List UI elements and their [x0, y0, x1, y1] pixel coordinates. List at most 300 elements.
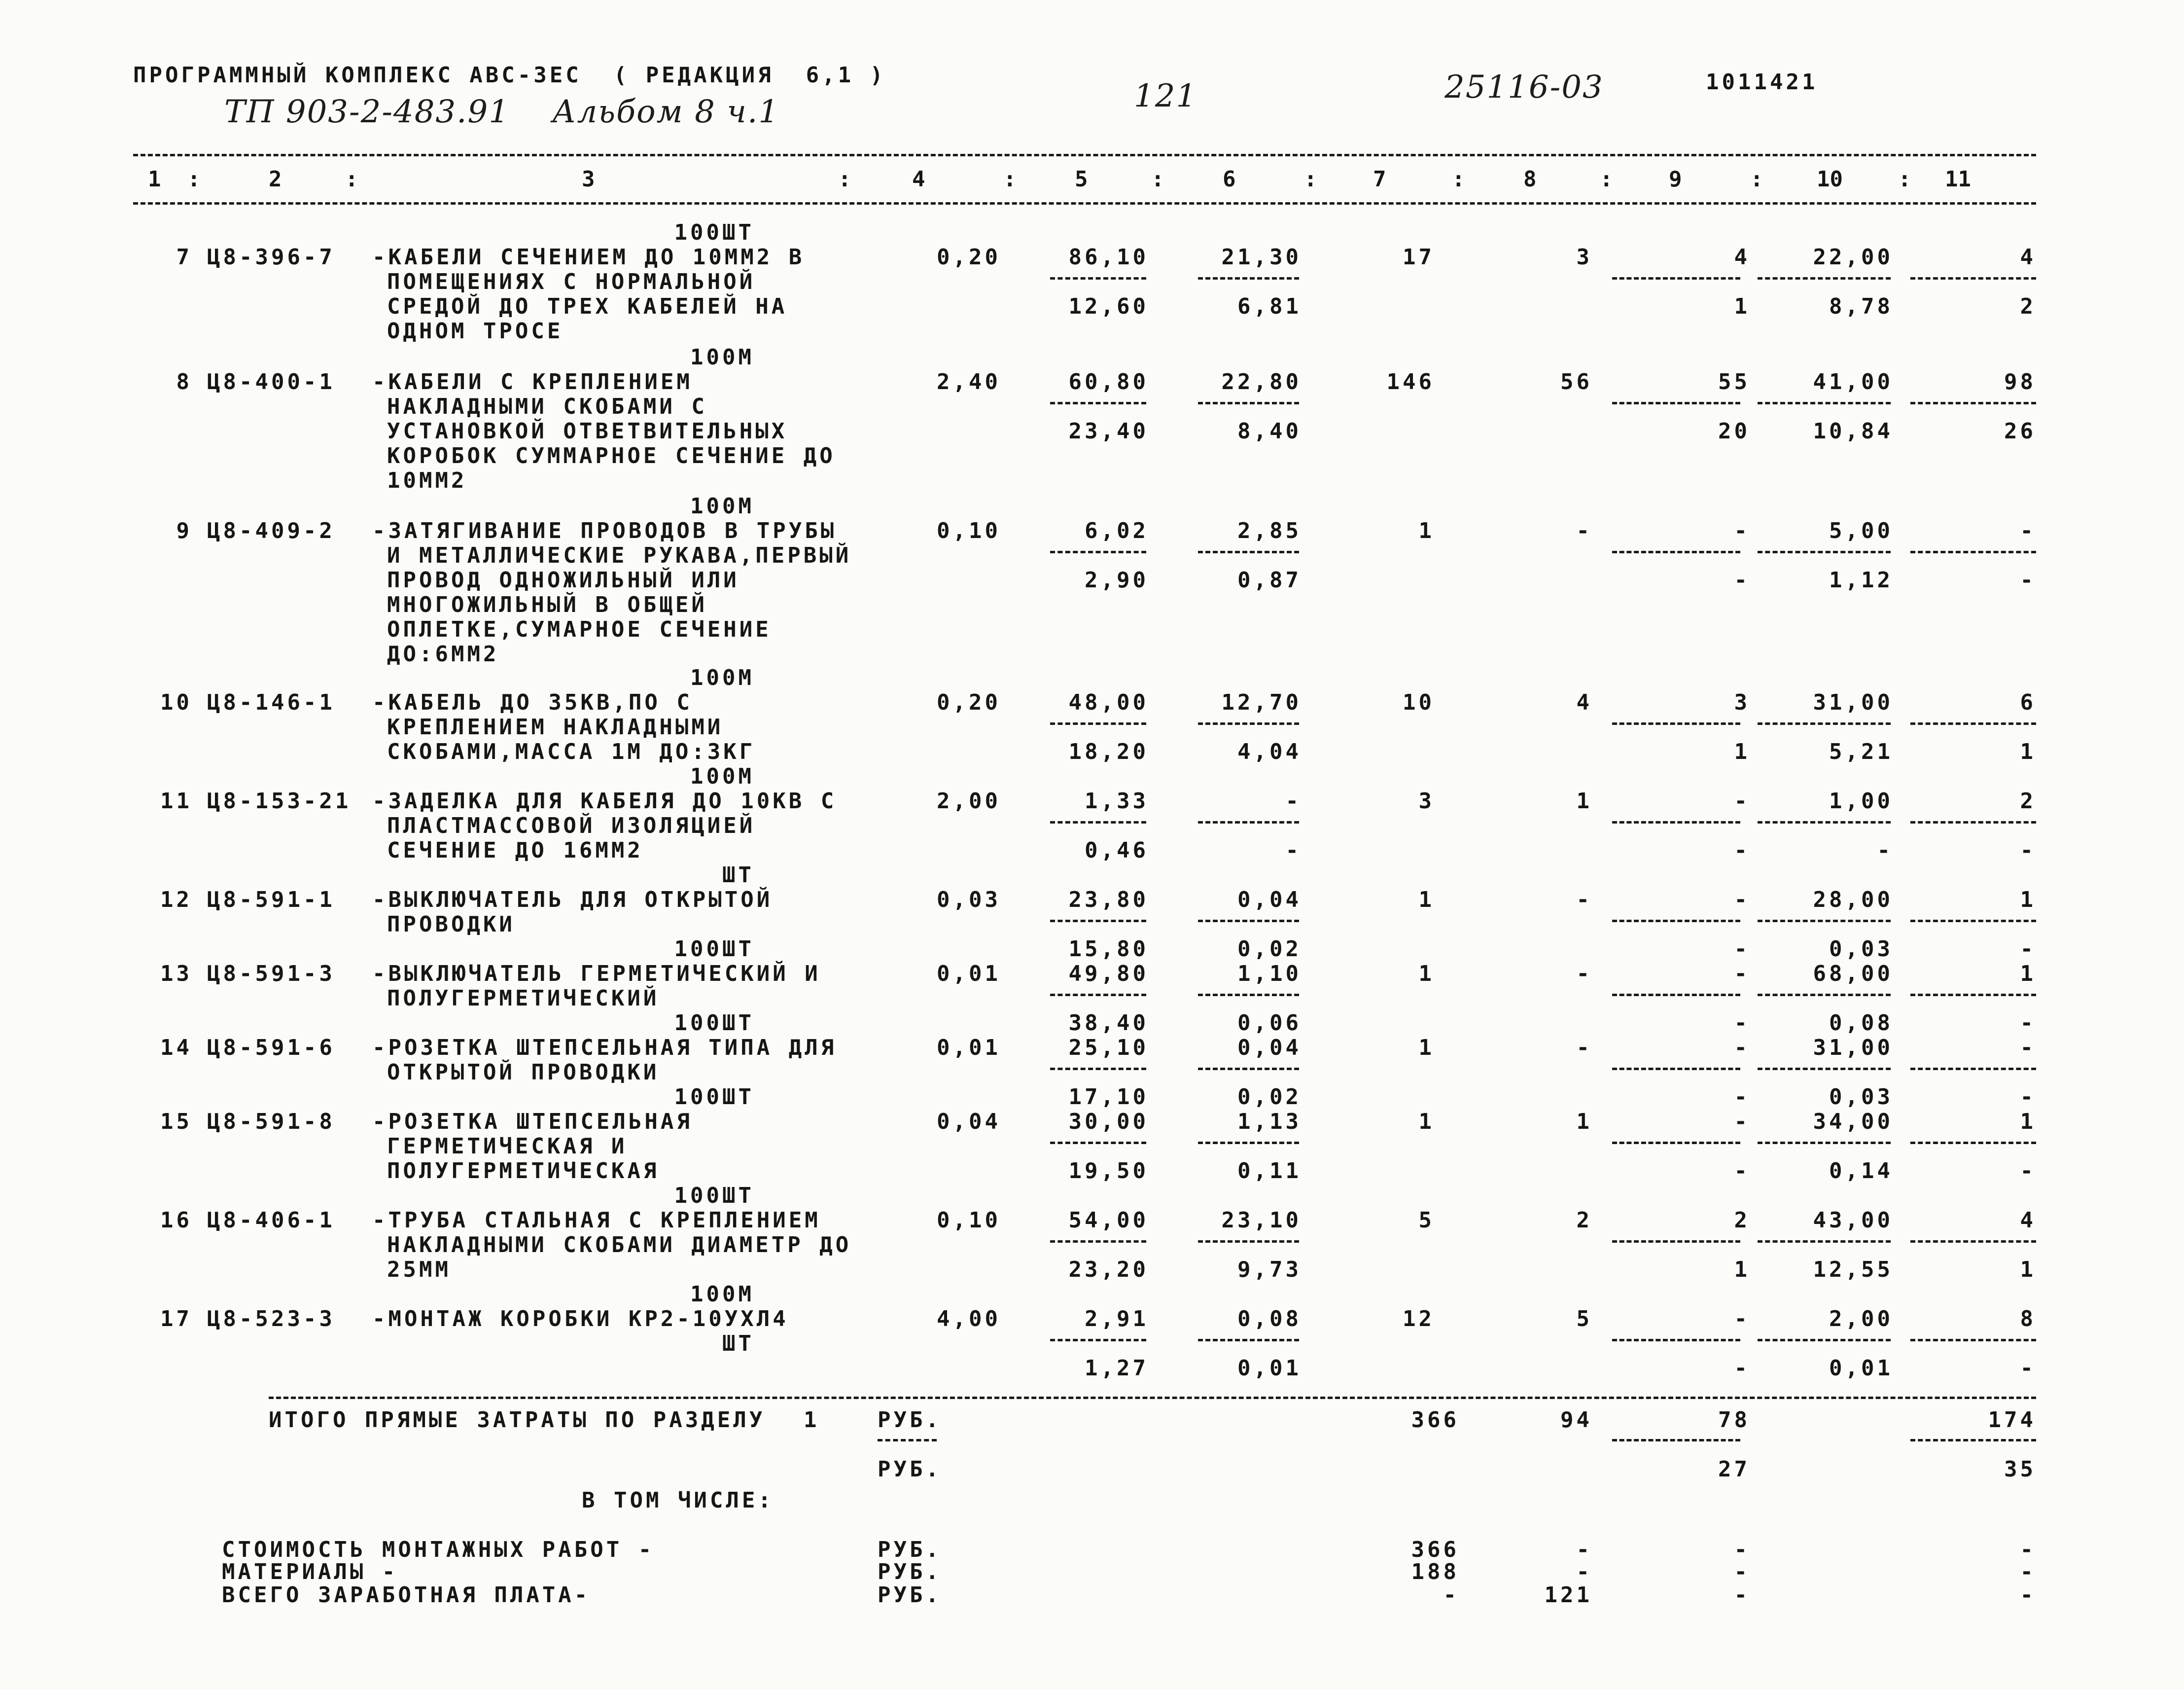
cost-rule	[1612, 402, 1740, 404]
row-number: 11	[160, 789, 192, 814]
work-description: УСТАНОВКОЙ ОТВЕТВИТЕЛЬНЫХ	[387, 419, 788, 444]
labor-total-wage: 1	[2020, 1257, 2036, 1282]
labor-rate: 41,00	[1813, 369, 1893, 395]
cost-rule	[1050, 1339, 1146, 1341]
row-number: 8	[176, 369, 192, 395]
norm-code: Ц8-396-7	[207, 245, 335, 270]
work-description: ГЕРМЕТИЧЕСКАЯ И	[387, 1134, 628, 1159]
total-cost: 3	[1418, 789, 1435, 814]
column-separator: :	[1898, 167, 1911, 192]
program-line: ПРОГРАММНЫЙ КОМПЛЕКС АВС-3ЕС ( РЕДАКЦИЯ 6,1 )	[133, 63, 886, 88]
quantity: 0,20	[937, 245, 1001, 270]
unit-machine-wage: 6,81	[1237, 294, 1302, 319]
unit-label: ШТ	[722, 862, 754, 888]
labor-total-wage: -	[2020, 1010, 2036, 1036]
labor-total-wage: -	[2020, 936, 2036, 962]
totals-label: ИТОГО ПРЯМЫЕ ЗАТРАТЫ ПО РАЗДЕЛУ	[269, 1407, 766, 1433]
unit-machine-cost: 23,10	[1221, 1208, 1302, 1233]
totals-c11-top: 174	[1988, 1407, 2036, 1433]
cost-rule	[1198, 994, 1299, 996]
c9-wage: -	[1734, 1010, 1750, 1036]
column-number: 10	[1817, 167, 1843, 192]
unit-cost: 25,10	[1068, 1035, 1149, 1060]
cost-rule	[1758, 402, 1891, 404]
c9-wage: -	[1734, 1084, 1750, 1110]
breakdown-c9: -	[1734, 1559, 1750, 1584]
cost-rule	[1612, 994, 1740, 996]
unit-machine-cost: 12,70	[1221, 690, 1302, 715]
including-label: В ТОМ ЧИСЛЕ:	[582, 1488, 774, 1513]
labor-total: -	[2020, 1035, 2036, 1060]
labor-total-wage: -	[2020, 1356, 2036, 1381]
unit-machine-cost: 21,30	[1221, 245, 1302, 270]
unit-wage: 2,90	[1085, 568, 1149, 593]
header-bottom-rule	[133, 202, 2036, 205]
cost-rule	[1050, 1142, 1146, 1144]
quantity: 0,03	[937, 887, 1001, 912]
breakdown-c7: 366	[1411, 1537, 1459, 1562]
row-number: 14	[160, 1035, 192, 1060]
labor-rate: 22,00	[1813, 245, 1893, 270]
labor-total: 8	[2020, 1306, 2036, 1331]
cost-rule	[1050, 277, 1146, 280]
work-description: СЕЧЕНИЕ ДО 16ММ2	[387, 838, 643, 863]
cost-rule	[1198, 402, 1299, 404]
c9-wage: 1	[1734, 739, 1750, 764]
column-separator: :	[1151, 167, 1164, 192]
unit-machine-wage: 0,02	[1237, 1084, 1302, 1110]
work-description: -ЗАДЕЛКА ДЛЯ КАБЕЛЯ ДО 10КВ С	[372, 789, 837, 814]
unit-label: 100ШТ	[674, 936, 754, 962]
work-description: И МЕТАЛЛИЧЕСКИЕ РУКАВА,ПЕРВЫЙ	[387, 543, 852, 568]
labor-rate: 28,00	[1813, 887, 1893, 912]
labor-rate: 31,00	[1813, 690, 1893, 715]
breakdown-c11: -	[2020, 1582, 2036, 1608]
totals-c8: 94	[1560, 1407, 1592, 1433]
quantity: 2,00	[937, 789, 1001, 814]
work-description: СКОБАМИ,МАССА 1М ДО:3КГ	[387, 739, 756, 764]
unit-wage: 17,10	[1068, 1084, 1149, 1110]
cost-rule	[1758, 920, 1891, 922]
labor-rate: 1,00	[1829, 789, 1893, 814]
unit-label: 100М	[690, 665, 754, 690]
cost-rule	[1758, 277, 1891, 280]
labor-rate-wage: 0,03	[1829, 936, 1893, 962]
work-description: МНОГОЖИЛЬНЫЙ В ОБЩЕЙ	[387, 592, 707, 617]
unit-wage: 38,40	[1068, 1010, 1149, 1036]
cost-rule	[1910, 1339, 2036, 1341]
norm-code: Ц8-591-1	[207, 887, 335, 912]
totals-c11-rule	[1910, 1439, 2036, 1441]
cost-rule	[1910, 821, 2036, 824]
cost-rule	[1198, 277, 1299, 280]
unit-label: 100ШТ	[674, 1010, 754, 1036]
unit-machine-cost: 0,04	[1237, 887, 1302, 912]
cost-rule	[1612, 277, 1740, 280]
unit-machine-cost: -	[1285, 789, 1302, 814]
labor-total-wage: 26	[2004, 419, 2036, 444]
unit-wage: 19,50	[1068, 1158, 1149, 1184]
column-separator: :	[838, 167, 851, 192]
norm-code: Ц8-406-1	[207, 1208, 335, 1233]
cost-rule	[1612, 1142, 1740, 1144]
cost-rule	[1612, 920, 1740, 922]
c9-wage: -	[1734, 1158, 1750, 1184]
totals-c9-bottom: 27	[1718, 1457, 1750, 1482]
totals-c11-bottom: 35	[2004, 1457, 2036, 1482]
unit-cost: 48,00	[1068, 690, 1149, 715]
unit-wage: 23,20	[1068, 1257, 1149, 1282]
column-number: 9	[1669, 167, 1682, 192]
cost-rule	[1198, 1339, 1299, 1341]
header-top-rule	[133, 154, 2036, 156]
cost-rule	[1612, 1068, 1740, 1070]
cost-rule	[1910, 994, 2036, 996]
cost-rule	[1758, 551, 1891, 553]
labor-rate-wage: 5,21	[1829, 739, 1893, 764]
unit-cost: 6,02	[1085, 518, 1149, 543]
work-description: -ВЫКЛЮЧАТЕЛЬ ГЕРМЕТИЧЕСКИЙ И	[372, 961, 821, 986]
column-separator: :	[1600, 167, 1613, 192]
work-description: КРЕПЛЕНИЕМ НАКЛАДНЫМИ	[387, 715, 724, 740]
cost-rule	[1050, 821, 1146, 824]
labor-total-wage: -	[2020, 568, 2036, 593]
unit-cost: 1,33	[1085, 789, 1149, 814]
cost-rule	[1198, 821, 1299, 824]
work-description: СРЕДОЙ ДО ТРЕХ КАБЕЛЕЙ НА	[387, 294, 788, 319]
unit-machine-cost: 0,08	[1237, 1306, 1302, 1331]
cost-rule	[1758, 821, 1891, 824]
work-description: КОРОБОК СУММАРНОЕ СЕЧЕНИЕ ДО	[387, 443, 836, 468]
quantity: 4,00	[937, 1306, 1001, 1331]
cost-rule	[1910, 1068, 2036, 1070]
breakdown-c11: -	[2020, 1537, 2036, 1562]
work-description: -КАБЕЛЬ ДО 35КВ,ПО С	[372, 690, 693, 715]
unit-machine-wage: 8,40	[1237, 419, 1302, 444]
c9-value: -	[1734, 1035, 1750, 1060]
unit-machine-cost: 1,13	[1237, 1109, 1302, 1134]
work-description: ОТКРЫТОЙ ПРОВОДКИ	[387, 1060, 660, 1085]
c9-value: 2	[1734, 1208, 1750, 1233]
norm-code: Ц8-523-3	[207, 1306, 335, 1331]
totals-section: 1	[804, 1407, 820, 1433]
cost-rule	[1758, 1068, 1891, 1070]
doc-number: 1011421	[1706, 70, 1818, 95]
c9-value: 55	[1718, 369, 1750, 395]
norm-code: Ц8-409-2	[207, 518, 335, 543]
cost-rule	[1198, 920, 1299, 922]
work-description: 10ММ2	[387, 468, 467, 493]
labor-rate: 68,00	[1813, 961, 1893, 986]
work-description: -ТРУБА СТАЛЬНАЯ С КРЕПЛЕНИЕМ	[372, 1208, 821, 1233]
c9-wage: 1	[1734, 1257, 1750, 1282]
total-cost: 1	[1418, 1035, 1435, 1060]
c9-value: -	[1734, 887, 1750, 912]
labor-rate-wage: 0,01	[1829, 1356, 1893, 1381]
work-description: ПЛАСТМАССОВОЙ ИЗОЛЯЦИЕЙ	[387, 813, 756, 838]
labor-total: 1	[2020, 1109, 2036, 1134]
column-number: 1	[148, 167, 161, 192]
work-description: ПРОВОД ОДНОЖИЛЬНЫЙ ИЛИ	[387, 568, 740, 593]
unit-machine-cost: 1,10	[1237, 961, 1302, 986]
total-cost: 12	[1403, 1306, 1435, 1331]
cost-rule	[1758, 994, 1891, 996]
cost-rule	[1910, 402, 2036, 404]
cost-rule	[1612, 551, 1740, 553]
labor-total: 1	[2020, 887, 2036, 912]
unit-wage: 1,27	[1085, 1356, 1149, 1381]
breakdown-label: МАТЕРИАЛЫ -	[222, 1559, 398, 1584]
column-number: 3	[582, 167, 595, 192]
norm-code: Ц8-591-3	[207, 961, 335, 986]
total-machine-cost: 56	[1560, 369, 1592, 395]
cost-rule	[1050, 722, 1146, 725]
labor-total-wage: 2	[2020, 294, 2036, 319]
total-machine-cost: 3	[1576, 245, 1592, 270]
totals-currency: РУБ.	[878, 1407, 942, 1433]
row-number: 9	[176, 518, 192, 543]
work-description: ПОЛУГЕРМЕТИЧЕСКИЙ	[387, 986, 660, 1011]
c9-wage: -	[1734, 568, 1750, 593]
column-number: 11	[1945, 167, 1971, 192]
unit-machine-cost: 2,85	[1237, 518, 1302, 543]
c9-value: -	[1734, 961, 1750, 986]
unit-label: 100ШТ	[674, 1183, 754, 1208]
labor-total: 98	[2004, 369, 2036, 395]
c9-value: -	[1734, 1109, 1750, 1134]
cost-rule	[1612, 821, 1740, 824]
unit-wage: 12,60	[1068, 294, 1149, 319]
c9-value: -	[1734, 518, 1750, 543]
total-machine-cost: -	[1576, 887, 1592, 912]
c9-wage: 1	[1734, 294, 1750, 319]
quantity: 0,20	[937, 690, 1001, 715]
cost-rule	[1910, 277, 2036, 280]
total-machine-cost: -	[1576, 1035, 1592, 1060]
cost-rule	[1050, 402, 1146, 404]
row-number: 12	[160, 887, 192, 912]
total-cost: 1	[1418, 518, 1435, 543]
labor-total: 1	[2020, 961, 2036, 986]
breakdown-c7: -	[1443, 1582, 1459, 1608]
labor-total-wage: -	[2020, 838, 2036, 863]
cost-rule	[1758, 722, 1891, 725]
total-machine-cost: 2	[1576, 1208, 1592, 1233]
c9-value: 4	[1734, 245, 1750, 270]
unit-label: 100М	[690, 1282, 754, 1307]
column-number: 6	[1223, 167, 1236, 192]
unit-label: 100М	[690, 764, 754, 789]
total-machine-cost: 5	[1576, 1306, 1592, 1331]
column-separator: :	[1304, 167, 1317, 192]
c9-value: -	[1734, 1306, 1750, 1331]
labor-total: 4	[2020, 1208, 2036, 1233]
labor-total-wage: -	[2020, 1158, 2036, 1184]
unit-cost: 23,80	[1068, 887, 1149, 912]
cost-rule	[1050, 920, 1146, 922]
labor-rate: 2,00	[1829, 1306, 1893, 1331]
row-number: 17	[160, 1306, 192, 1331]
total-cost: 5	[1418, 1208, 1435, 1233]
cost-rule	[1198, 551, 1299, 553]
unit-machine-wage: 0,01	[1237, 1356, 1302, 1381]
unit-machine-wage: 0,87	[1237, 568, 1302, 593]
unit-cost: 60,80	[1068, 369, 1149, 395]
breakdown-c8: -	[1576, 1537, 1592, 1562]
totals-currency-2: РУБ.	[878, 1457, 942, 1482]
work-description: -КАБЕЛИ С КРЕПЛЕНИЕМ	[372, 369, 693, 395]
cost-rule	[1198, 722, 1299, 725]
cost-rule	[1050, 551, 1146, 553]
column-separator: :	[187, 167, 201, 192]
labor-rate-wage: -	[1877, 838, 1893, 863]
norm-code: Ц8-591-6	[207, 1035, 335, 1060]
c9-value: -	[1734, 789, 1750, 814]
unit-cost: 54,00	[1068, 1208, 1149, 1233]
labor-total: 2	[2020, 789, 2036, 814]
cost-rule	[1758, 1339, 1891, 1341]
breakdown-label: ВСЕГО ЗАРАБОТНАЯ ПЛАТА-	[222, 1582, 591, 1608]
c9-wage: 20	[1718, 419, 1750, 444]
unit-wage: 23,40	[1068, 419, 1149, 444]
labor-rate: 31,00	[1813, 1035, 1893, 1060]
c9-wage: -	[1734, 936, 1750, 962]
quantity: 0,04	[937, 1109, 1001, 1134]
labor-rate-wage: 12,55	[1813, 1257, 1893, 1282]
breakdown-c8: 121	[1544, 1582, 1592, 1608]
labor-rate-wage: 0,03	[1829, 1084, 1893, 1110]
breakdown-c8: -	[1576, 1559, 1592, 1584]
breakdown-c9: -	[1734, 1582, 1750, 1608]
c9-wage: -	[1734, 1356, 1750, 1381]
labor-total-wage: 1	[2020, 739, 2036, 764]
labor-rate-wage: 0,14	[1829, 1158, 1893, 1184]
labor-rate-wage: 10,84	[1813, 419, 1893, 444]
project-code: ТП 903-2-483.91	[224, 94, 510, 130]
totals-c9-rule	[1612, 1439, 1740, 1441]
norm-code: Ц8-400-1	[207, 369, 335, 395]
labor-rate: 43,00	[1813, 1208, 1893, 1233]
cost-rule	[1198, 1068, 1299, 1070]
work-description: -РОЗЕТКА ШТЕПСЕЛЬНАЯ ТИПА ДЛЯ	[372, 1035, 837, 1060]
c9-value: 3	[1734, 690, 1750, 715]
labor-rate-wage: 0,08	[1829, 1010, 1893, 1036]
work-description: ПОЛУГЕРМЕТИЧЕСКАЯ	[387, 1158, 660, 1184]
total-machine-cost: 1	[1576, 1109, 1592, 1134]
unit-cost: 49,80	[1068, 961, 1149, 986]
breakdown-c9: -	[1734, 1537, 1750, 1562]
total-machine-cost: 4	[1576, 690, 1592, 715]
quantity: 0,10	[937, 518, 1001, 543]
cost-rule	[1050, 1240, 1146, 1243]
total-cost: 1	[1418, 1109, 1435, 1134]
labor-total: -	[2020, 518, 2036, 543]
unit-cost: 86,10	[1068, 245, 1149, 270]
work-description: 25ММ	[387, 1257, 451, 1282]
unit-cost: 30,00	[1068, 1109, 1149, 1134]
cost-rule	[1198, 1142, 1299, 1144]
labor-rate-wage: 8,78	[1829, 294, 1893, 319]
unit-label: 100М	[690, 345, 754, 370]
unit-label: 100ШТ	[674, 1084, 754, 1110]
breakdown-currency: РУБ.	[878, 1559, 942, 1584]
cost-rule	[1198, 1240, 1299, 1243]
labor-rate: 34,00	[1813, 1109, 1893, 1134]
c9-wage: -	[1734, 838, 1750, 863]
total-cost: 1	[1418, 961, 1435, 986]
labor-total: 4	[2020, 245, 2036, 270]
work-description: -МОНТАЖ КОРОБКИ КР2-10УХЛ4	[372, 1306, 789, 1331]
totals-rule	[269, 1397, 2036, 1399]
totals-c7: 366	[1411, 1407, 1459, 1433]
work-description: ОДНОМ ТРОСЕ	[387, 319, 564, 344]
column-separator: :	[1452, 167, 1465, 192]
breakdown-c7: 188	[1411, 1559, 1459, 1584]
column-number: 5	[1075, 167, 1088, 192]
row-number: 16	[160, 1208, 192, 1233]
work-description: НАКЛАДНЫМИ СКОБАМИ С	[387, 394, 707, 419]
unit-machine-wage: 9,73	[1237, 1257, 1302, 1282]
breakdown-currency: РУБ.	[878, 1582, 942, 1608]
cost-rule	[1758, 1142, 1891, 1144]
column-separator: :	[345, 167, 358, 192]
unit-label: 100М	[690, 494, 754, 519]
labor-total-wage: -	[2020, 1084, 2036, 1110]
cost-rule	[1910, 1142, 2036, 1144]
unit-label: 100ШТ	[674, 220, 754, 245]
unit-machine-cost: 22,80	[1221, 369, 1302, 395]
unit-machine-wage: 0,11	[1237, 1158, 1302, 1184]
doc-code: 25116-03	[1444, 69, 1604, 106]
unit-wage: 0,46	[1085, 838, 1149, 863]
row-number: 13	[160, 961, 192, 986]
work-description: ПРОВОДКИ	[387, 912, 515, 937]
unit-machine-cost: 0,04	[1237, 1035, 1302, 1060]
cost-rule	[1910, 722, 2036, 725]
work-description: НАКЛАДНЫМИ СКОБАМИ ДИАМЕТР ДО	[387, 1232, 852, 1258]
work-description: -РОЗЕТКА ШТЕПСЕЛЬНАЯ	[372, 1109, 693, 1134]
row-number: 7	[176, 245, 192, 270]
labor-rate-wage: 1,12	[1829, 568, 1893, 593]
column-separator: :	[1750, 167, 1763, 192]
column-separator: :	[1003, 167, 1017, 192]
breakdown-currency: РУБ.	[878, 1537, 942, 1562]
total-machine-cost: -	[1576, 961, 1592, 986]
quantity: 2,40	[937, 369, 1001, 395]
norm-code: Ц8-153-21	[207, 789, 352, 814]
cost-rule	[1050, 994, 1146, 996]
cost-rule	[1050, 1068, 1146, 1070]
total-cost: 1	[1418, 887, 1435, 912]
quantity: 0,01	[937, 1035, 1001, 1060]
breakdown-label: СТОИМОСТЬ МОНТАЖНЫХ РАБОТ -	[222, 1537, 655, 1562]
work-description: -КАБЕЛИ СЕЧЕНИЕМ ДО 10ММ2 В	[372, 245, 805, 270]
labor-total: 6	[2020, 690, 2036, 715]
unit-label: ШТ	[722, 1331, 754, 1356]
column-number: 8	[1523, 167, 1537, 192]
album-label: Альбом 8 ч.1	[552, 94, 779, 130]
total-cost: 146	[1386, 369, 1435, 395]
norm-code: Ц8-146-1	[207, 690, 335, 715]
norm-code: Ц8-591-8	[207, 1109, 335, 1134]
column-number: 7	[1373, 167, 1386, 192]
totals-currency-rule	[878, 1439, 937, 1441]
total-machine-cost: 1	[1576, 789, 1592, 814]
work-description: ОПЛЕТКЕ,СУМАРНОЕ СЕЧЕНИЕ	[387, 617, 772, 642]
unit-wage: 18,20	[1068, 739, 1149, 764]
unit-machine-wage: -	[1285, 838, 1302, 863]
labor-rate: 5,00	[1829, 518, 1893, 543]
